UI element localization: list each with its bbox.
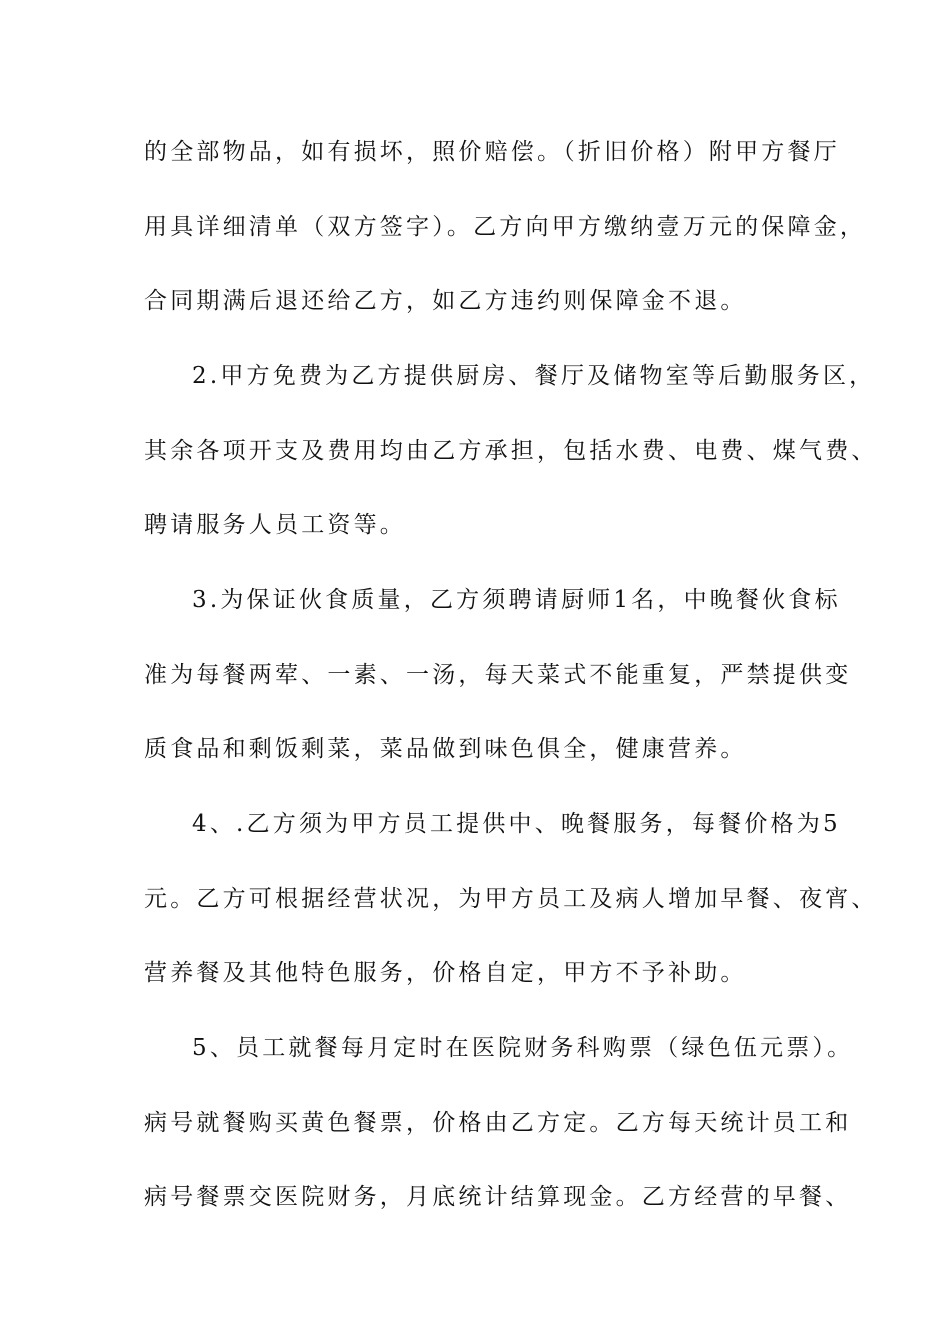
paragraph-5-line: 5、员工就餐每月定时在医院财务科购票（绿色伍元票）。 — [192, 1035, 854, 1061]
text-line: 的全部物品，如有损坏，照价赔偿。（折旧价格）附甲方餐厅 — [144, 139, 840, 165]
text-line: 营养餐及其他特色服务，价格自定，甲方不予补助。 — [144, 960, 747, 986]
paragraph-2-line: 2.甲方免费为乙方提供厨房、餐厅及储物室等后勤服务区， — [192, 363, 876, 389]
text-line: 聘请服务人员工资等。 — [144, 512, 406, 538]
text-line: 其余各项开支及费用均由乙方承担，包括水费、电费、煤气费、 — [144, 438, 878, 464]
text-line: 准为每餐两荤、一素、一汤，每天菜式不能重复，严禁提供变 — [144, 662, 852, 688]
text-line: 元。乙方可根据经营状况，为甲方员工及病人增加早餐、夜宵、 — [144, 886, 878, 912]
text-line: 用具详细清单（双方签字）。乙方向甲方缴纳壹万元的保障金， — [144, 214, 867, 240]
text-line: 合同期满后退还给乙方，如乙方违约则保障金不退。 — [144, 288, 747, 314]
text-line: 病号餐票交医院财务，月底统计结算现金。乙方经营的早餐、 — [144, 1184, 852, 1210]
text-line: 病号就餐购买黄色餐票，价格由乙方定。乙方每天统计员工和 — [144, 1110, 852, 1136]
paragraph-3-line: 3.为保证伙食质量，乙方须聘请厨师1名，中晚餐伙食标 — [192, 587, 841, 613]
text-line: 质食品和剩饭剩菜，菜品做到味色俱全，健康营养。 — [144, 736, 747, 762]
paragraph-4-line: 4、.乙方须为甲方员工提供中、晚餐服务，每餐价格为5 — [192, 811, 841, 837]
